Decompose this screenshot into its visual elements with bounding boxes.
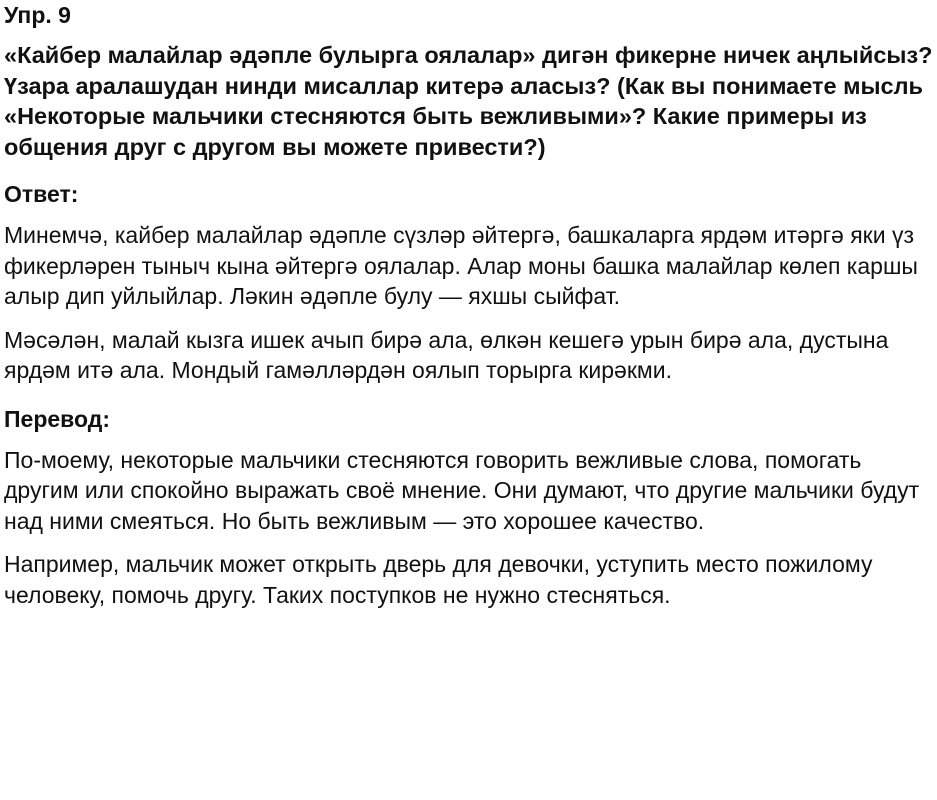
answer-label: Ответ: [4, 181, 79, 207]
translation-label: Перевод: [4, 405, 111, 432]
answer-paragraph: Мәсәлән, малай кызга ишек ачып бирә ала, өлкән кешегә урын бирә ала, дустына ярдәм итә ала. Мондый гамәлләрдән оялып торырга кирәкми. [4, 326, 889, 383]
translation-paragraph: По-моему, некоторые мальчики стесняются говорить вежливые слова, помогать другим или спокойно выражать своё мнение. Они думают, что другие мальчики будут над ними смеяться. Но быть вежливым — это хорошее качество. [4, 446, 920, 534]
answer-paragraph: Минемчә, кайбер малайлар әдәпле сүзләр әйтергә, башкаларга ярдәм итәргә яки үз фикерләрен тыныч кына әйтергә оялалар. Алар моны башка малайлар көлеп каршы алыр дип уйлыйлар. Ләкин әдәпле булу — яхшы сыйфат. [4, 222, 918, 309]
exercise-title: Упр. 9 [4, 2, 71, 28]
translation-paragraph: Например, мальчик может открыть дверь для девочки, уступить место пожилому человеку, помочь другу. Таких поступков не нужно стесняться. [4, 551, 873, 608]
exercise-question: «Кайбер малайлар әдәпле булырга оялалар» дигән фикерне ничек аңлыйсыз? Үзара аралашудан нинди мисаллар китерә аласыз? (Как вы понимаете мысль «Некоторые мальчики стесняются быть вежливыми»? Какие примеры из общения друг с другом вы можете привести?) [4, 42, 933, 160]
document-page [4, 0, 934, 623]
